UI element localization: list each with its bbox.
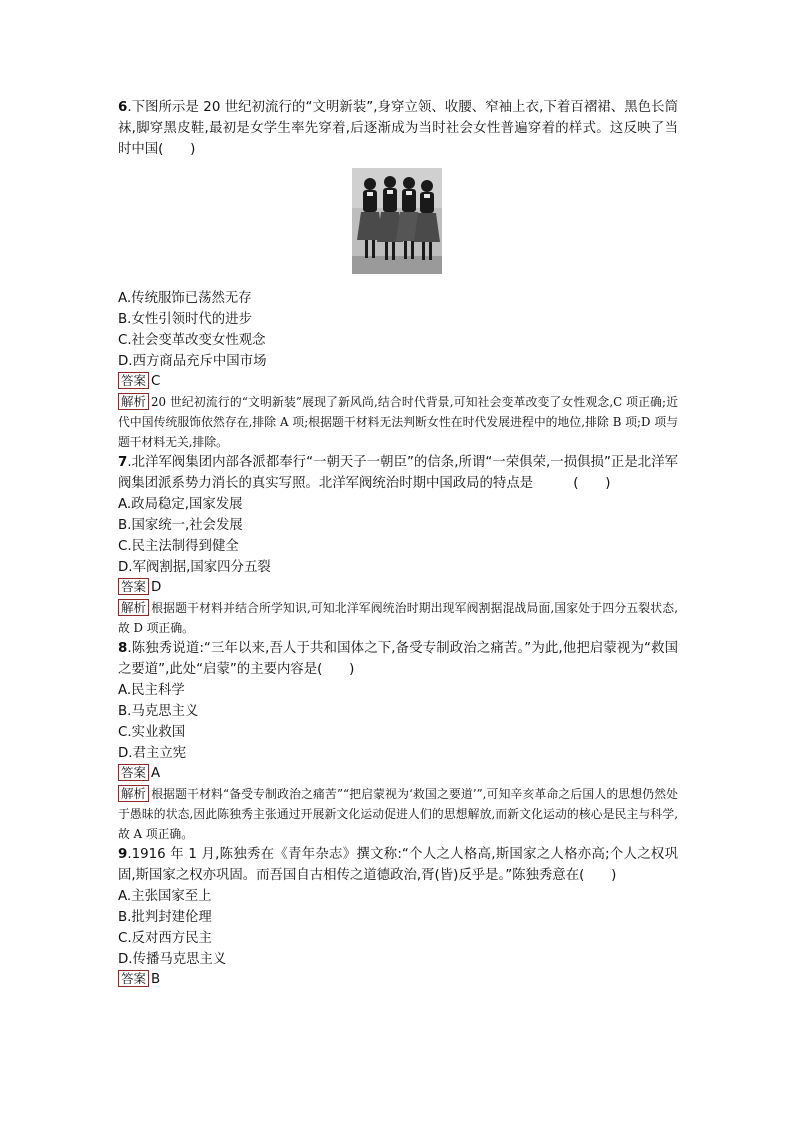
question-number: 9 <box>118 847 128 862</box>
question-stem: .下图所示是 20 世纪初流行的“文明新装”,身穿立领、收腰、窄袖上衣,下着百褶裙、黑色长筒袜,脚穿黑皮鞋,最初是女学生率先穿着,后逐渐成为当时社会女性普遍穿着的样式。这反映了当时中国( ) <box>118 100 678 157</box>
answer-line <box>118 970 678 990</box>
answer-value: C <box>151 374 161 389</box>
option-b: B.女性引领时代的进步 <box>118 312 252 327</box>
option-d: D.君主立宪 <box>118 746 187 761</box>
answer-value: B <box>151 972 161 987</box>
option-d: D.西方商品充斥中国市场 <box>118 354 267 369</box>
option-c: C.实业救国 <box>118 725 186 740</box>
option-a: A.民主科学 <box>118 683 185 698</box>
option-d: D.军阀割据,国家四分五裂 <box>118 560 271 575</box>
question-number: 6 <box>118 100 128 115</box>
explanation-text: 根据题干材料“备受专制政治之痛苦”“把启蒙视为‘救国之要道’”,可知辛亥革命之后国人的思想仍然处于愚昧的状态,因此陈独秀主张通过开展新文化运动促进人们的思想解放,而新文化运动的核心是民主与科学,故 A 项正确。 <box>118 787 678 841</box>
explanation <box>118 784 678 844</box>
explanation <box>118 598 678 638</box>
answer-line <box>118 764 678 784</box>
explanation-tag: 解析 <box>118 393 149 410</box>
answer-tag: 答案 <box>118 970 149 987</box>
answer-tag: 答案 <box>118 372 149 389</box>
option-c: C.社会变革改变女性观念 <box>118 333 266 348</box>
option-b: B.批判封建伦理 <box>118 910 212 925</box>
answer-tag: 答案 <box>118 764 149 781</box>
question-stem: .陈独秀说道:“三年以来,吾人于共和国体之下,备受专制政治之痛苦。”为此,他把启蒙视为“救国之要道”,此处“启蒙”的主要内容是( ) <box>118 641 678 677</box>
question-6 <box>118 97 678 160</box>
answer-line <box>118 372 678 392</box>
option-c: C.反对西方民主 <box>118 931 212 946</box>
question-8 <box>118 638 678 680</box>
explanation-text: 20 世纪初流行的“文明新装”展现了新风尚,结合时代背景,可知社会变革改变了女性观念,C 项正确;近代中国传统服饰依然存在,排除 A 项;根据题干材料无法判断女性在时代发展进程中的地位,排除 B 项;D 项与题干材料无关,排除。 <box>118 395 678 449</box>
option-a: A.政局稳定,国家发展 <box>118 497 243 512</box>
explanation <box>118 392 678 452</box>
question-stem: .1916 年 1 月,陈独秀在《青年杂志》撰文称:“个人之人格高,斯国家之人格亦高;个人之权巩固,斯国家之权亦巩固。而吾国自古相传之道德政治,胥(皆)反乎是。”陈独秀意在( ) <box>118 847 678 883</box>
explanation-tag: 解析 <box>118 599 149 616</box>
question-list <box>118 97 678 990</box>
option-b: B.国家统一,社会发展 <box>118 518 243 533</box>
explanation-text: 根据题干材料并结合所学知识,可知北洋军阀统治时期出现军阀割据混战局面,国家处于四分五裂状态,故 D 项正确。 <box>118 601 678 635</box>
answer-value: D <box>151 580 162 595</box>
option-d: D.传播马克思主义 <box>118 952 227 967</box>
figure-container <box>118 168 678 278</box>
answer-tag: 答案 <box>118 578 149 595</box>
question-number: 7 <box>118 455 128 470</box>
answer-line <box>118 578 678 598</box>
option-a: A.主张国家至上 <box>118 889 212 904</box>
option-b: B.马克思主义 <box>118 704 199 719</box>
answer-value: A <box>151 766 161 781</box>
question-number: 8 <box>118 641 128 656</box>
option-c: C.民主法制得到健全 <box>118 539 239 554</box>
question-stem: .北洋军阀集团内部各派都奉行“一朝天子一朝臣”的信条,所谓“一荣俱荣,一损俱损”正是北洋军阀集团派系势力消长的真实写照。北洋军阀统治时期中国政局的特点是 ( ) <box>118 455 678 491</box>
option-a: A.传统服饰已荡然无存 <box>118 291 252 306</box>
explanation-tag: 解析 <box>118 785 149 802</box>
question-9 <box>118 844 678 886</box>
question-7 <box>118 452 678 494</box>
historical-photo <box>352 168 442 274</box>
